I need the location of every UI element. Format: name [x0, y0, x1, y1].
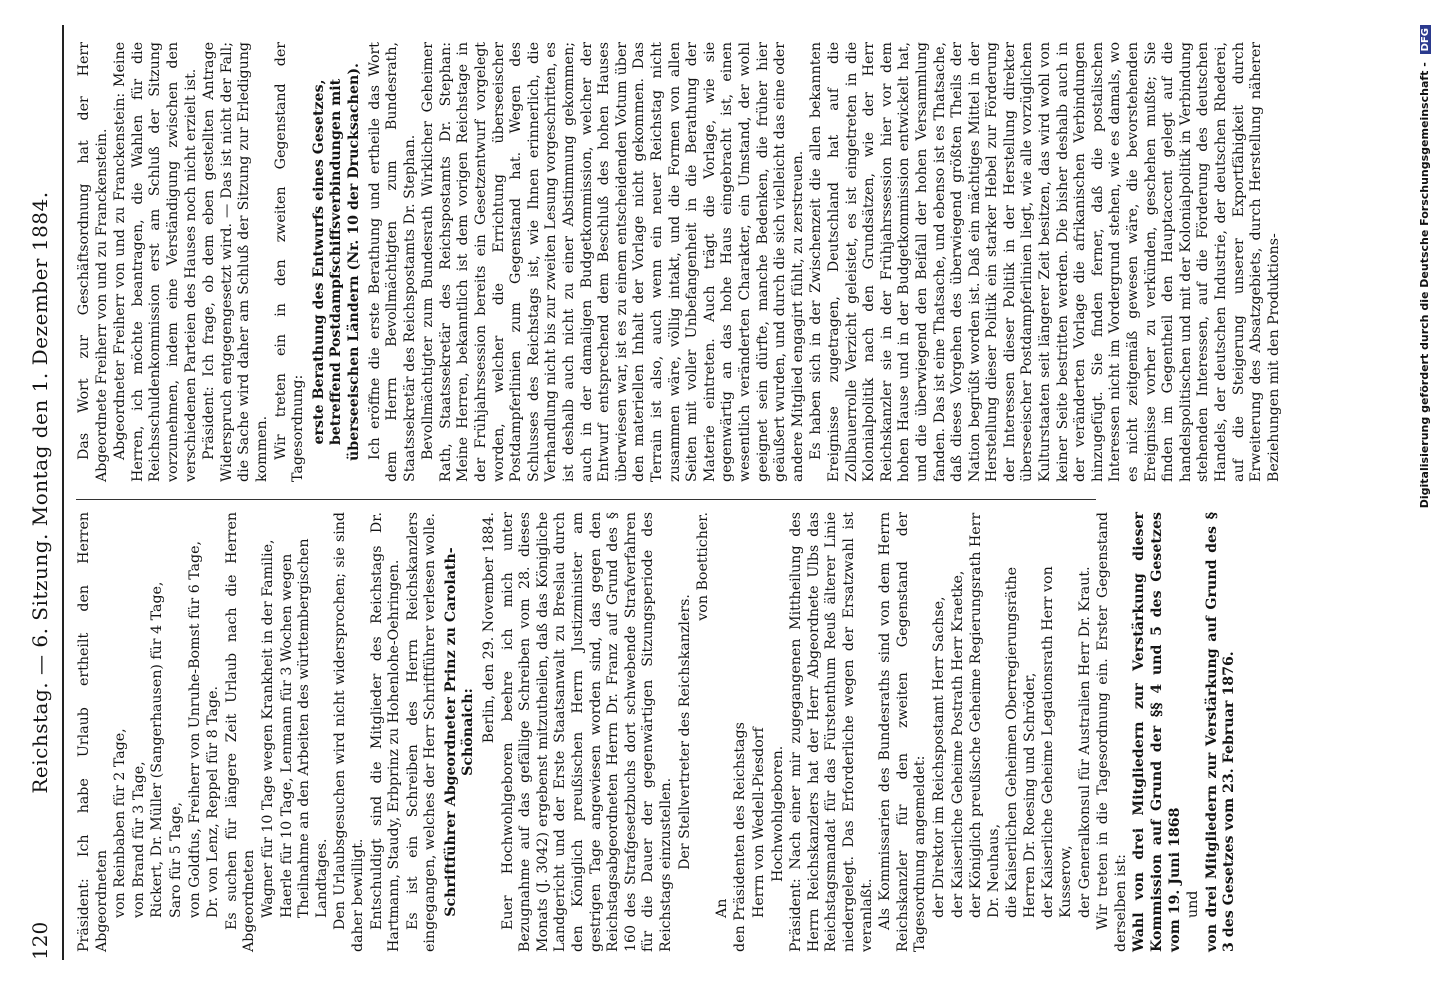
right-column	[76, 42, 1282, 482]
agenda-heading: von drei Mitgliedern zur Verstärkung auf Grund des § 3 des Gesetzes vom 23. Februar 1876.	[1203, 512, 1238, 952]
agenda-heading: erste Berathung des Entwurfs eines Gesetzes, betreffend Postdampfschiffsverbindungen mit überseeischen Ländern (Nr. 10 der Drucksachen).	[310, 63, 362, 462]
list-item: von Brand für 3 Tage,	[130, 761, 147, 918]
letter-signature: von Boetticher.	[695, 512, 712, 621]
dfg-logo: DFG	[1420, 25, 1431, 54]
address-line: den Präsidenten des Reichstags	[732, 722, 749, 952]
paragraph: Bevollmächtigter zum Bundesrath Wirklicher Geheimer Rath, Staatssekretär des Reichspostamts Dr. Stephan: Meine Herren, bekanntlich ist dem vorigen Reichstage in der Frühjahrssession bereits ein Gesetzentwurf vorgelegt worden, welcher die Errichtung überseeischer Postdampferlinien zum Gegenstand hat. Wegen des Schlusses des Reichstags ist, wie Ihnen erinnerlich, die Verhandlung nicht bis zur zweiten Lesung vorgeschritten, es ist deshalb auch nicht zu einer Abstimmung gekommen; auch in der damaligen Budgetkommission, welcher der Entwurf entsprechend dem Beschluß des hohen Hauses überwiesen war, ist es zu einem entscheidenden Votum über den materiellen Inhalt der Vorlage nicht gekommen. Das Terrain ist also, auch wenn ein neuer Reichstag nicht zusammen wäre, völlig intakt, und die Formen von allen Seiten mit voller Unbefangenheit in die Berathung der Materie eintreten. Auch trägt die Vorlage, wie sie gegenwärtig an das hohe Haus eingebracht ist, einen wesentlich veränderten Charakter, ein Umstand, der wohl geeignet sein dürfte, manche Bedenken, die früher hier geäußert wurden, und durch die sich vielleicht das eine oder andere Mitglied engagirt fühlt, zu zerstreuen.	[420, 42, 806, 482]
list-item: von Goldfus, Freiherr von Unruhe-Bomst für 6 Tage,	[186, 540, 203, 918]
letter-body: Euer Hochwohlgeboren beehre ich mich unter Bezugnahme auf das gefällige Schreiben vom 28. dieses Monats (J. 3042) ergebenst mitzutheilen, daß das Königliche Landgericht und der Erste Staatsanwalt zu Breslau durch den Königlich preußischen Herrn Justizminister am gestrigen Tage angewiesen worden sind, das gegen den Reichstagsabgeordneten Herrn Dr. Franz auf Grund des § 160 des Strafgesetzbuchs dort schwebende Strafverfahren für die Dauer der gegenwärtigen Sitzungsperiode des Reichstags einzustellen.	[499, 512, 674, 952]
paragraph: Abgeordneter Freiherr von und zu Franckenstein: Meine Herren, ich möchte beantragen, die Wahlen für die Reichsschuldenkommission erst am Schluß der Sitzung vorzunehmen, indem eine Verständigung zwischen den verschiedenen Parteien des Hauses noch nicht erzielt ist.	[112, 42, 199, 482]
list-item: Saro für 5 Tage,	[167, 801, 184, 918]
list-item: von Reinbaben für 2 Tage,	[112, 728, 129, 918]
list-item: der Königlich preußische Geheime Regierungsrath Herr Dr. Neuhaus,	[968, 512, 1002, 918]
header-rule	[62, 25, 64, 960]
paragraph: Den Urlaubsgesuchen wird nicht widersprochen; sie sind daher bewilligt.	[332, 512, 366, 952]
list-item: der Kaiserliche Geheime Postrath Herr Kraetke,	[949, 570, 966, 918]
page-header	[28, 25, 54, 960]
paragraph: Präsident: Ich frage, ob dem eben gestellten Antrage Widerspruch entgegengesetzt wird. — Das ist nicht der Fall; die Sache wird daher am Schluß der Sitzung zur Erledigung kommen.	[201, 42, 270, 482]
list-item: der Direktor im Reichspostamt Herr Sachse,	[930, 596, 947, 918]
address-line: An	[713, 898, 730, 918]
list-item: die Kaiserlichen Geheimen Oberregierungsräthe Herren Dr. Roesing und Schröder,	[1004, 566, 1038, 918]
left-column	[76, 512, 1238, 952]
list-item: der Kaiserliche Geheime Legationsrath Herr von Kusserow,	[1040, 566, 1075, 918]
paragraph: Präsident: Nach einer mir zugegangenen Mittheilung des Herrn Reichskanzlers hat der Herr Abgeordnete Ulbs das Reichstagsmandat für das Fürstenthum Reuß älterer Linie niedergelegt. Das Erforderliche wegen der Ersatzwahl ist veranlaßt.	[788, 512, 875, 952]
column-separator	[76, 499, 1096, 500]
paragraph: Es suchen für längere Zeit Urlaub nach die Herren Abgeordneten	[223, 512, 258, 952]
address-line: Herrn von Wedell-Piesdorf	[750, 727, 767, 918]
paragraph: Wir treten in die Tagesordnung ein. Erster Gegenstand derselben ist:	[1095, 512, 1129, 952]
running-title: Reichstag. — 6. Sitzung. Montag den 1. Dezember 1884.	[28, 191, 52, 794]
letter-place-date: Berlin, den 29. November 1884.	[481, 512, 498, 744]
letter-closing: Der Stellvertreter des Reichskanzlers.	[676, 594, 693, 870]
page-number: 120	[28, 921, 52, 960]
list-item: Haerle für 10 Tage, Lenmann für 3 Wochen wegen Theilnahme an den Arbeiten des württembergischen Landtages.	[278, 538, 330, 918]
conjunction: und	[1185, 890, 1202, 918]
digitization-note	[1418, 25, 1431, 960]
paragraph: Wir treten ein in den zweiten Gegenstand der Tagesordnung:	[272, 42, 307, 482]
paragraph: Ich eröffne die erste Berathung und ertheile das Wort dem Herrn Bevollmächtigten zum Bundesrath, Staatssekretär des Reichspostamts Dr. Stephan.	[366, 42, 418, 482]
paragraph: Als Kommissarien des Bundesraths sind von dem Herrn Reichskanzler für den zweiten Gegenstand der Tagesordnung angemeldet:	[877, 512, 929, 952]
section-heading: Schriftführer Abgeordneter Prinz zu Carolath-Schönaich:	[442, 547, 477, 917]
paragraph: Es haben sich in der Zwischenzeit die allen bekannten Ereignisse zugetragen, Deutschland hat auf die Zollbauerrolle Verzicht geleistet, es ist eingetreten in die Kolonialpolitik nach den Grundsätzen, wie der Herr Reichskanzler sie in der Frühjahrssession hier vor dem hohen Hause und in der Budgetkommission entwickelt hat, und die überwiegend den Beifall der hohen Versammlung fanden. Das ist eine Thatsache, und ebenso ist es Thatsache, daß dieses Vorgehen des überwiegend größten Theils der Nation begrüßt worden ist. Daß ein mächtiges Mittel in der Herstellung dieser Politik ein starker Hebel zur Förderung der Interessen dieser Politik in der Herstellung direkter überseeischer Postdampferlinien liegt, wie alle vorzüglichen Kulturstaaten seit längerer Zeit besitzen, das wird wohl von keiner Seite bestritten werden. Die bisher deshalb auch in der veränderten Vorlage die afrikanischen Verbindungen hinzugefügt. Sie finden ferner, daß die postalischen Interessen nicht im Vordergrund stehen, wie es damals, wo es nicht zeitgemäß gewesen wäre, die bevorstehenden Ereignisse vorher zu verkünden, geschehen mußte; Sie finden im Gegentheil den Hauptaccent gelegt auf die handelspolitischen und mit der Kolonialpolitik in Verbindung stehenden Interessen, auf die Förderung des deutschen Handels, der deutschen Industrie, der deutschen Rhederei, auf die Steigerung unserer Exportfähigkeit durch Erweiterung des Absatzgebiets, durch Herstellung näherer Beziehungen mit den Produktions-	[808, 42, 1282, 482]
paragraph: Das Wort zur Geschäftsordnung hat der Herr Abgeordnete Freiherr von und zu Franckenstein.	[76, 42, 110, 482]
list-item: Rickert, Dr. Müller (Sangerhausen) für 4 Tage,	[149, 581, 166, 918]
agenda-heading: Wahl von drei Mitgliedern zur Verstärkung dieser Kommission auf Grund der §§ 4 und 5 des Gesetzes vom 19. Juni 1868	[1131, 512, 1183, 952]
paragraph: Entschuldigt sind die Mitglieder des Reichstags Dr. Hartmann, Staudy, Erbprinz zu Hohenlohe-Oehringen.	[368, 512, 403, 952]
list-item: Wagner für 10 Tage wegen Krankheit in der Familie,	[259, 539, 276, 918]
digitization-text: Digitalisierung gefördert durch die Deutsche Forschungsgemeinschaft -	[1418, 62, 1431, 509]
address-line: Hochwohlgeboren.	[769, 745, 786, 882]
list-item: Dr. von Lenz, Reppel für 8 Tage.	[205, 686, 222, 918]
paragraph: Präsident: Ich habe Urlaub ertheilt den Herren Abgeordneten	[76, 512, 110, 952]
paragraph: Es ist ein Schreiben des Herrn Reichskanzlers eingegangen, welches der Herr Schriftführer verlesen wolle.	[404, 512, 439, 952]
list-item: der Generalkonsul für Australien Herr Dr. Kraut.	[1076, 566, 1093, 918]
